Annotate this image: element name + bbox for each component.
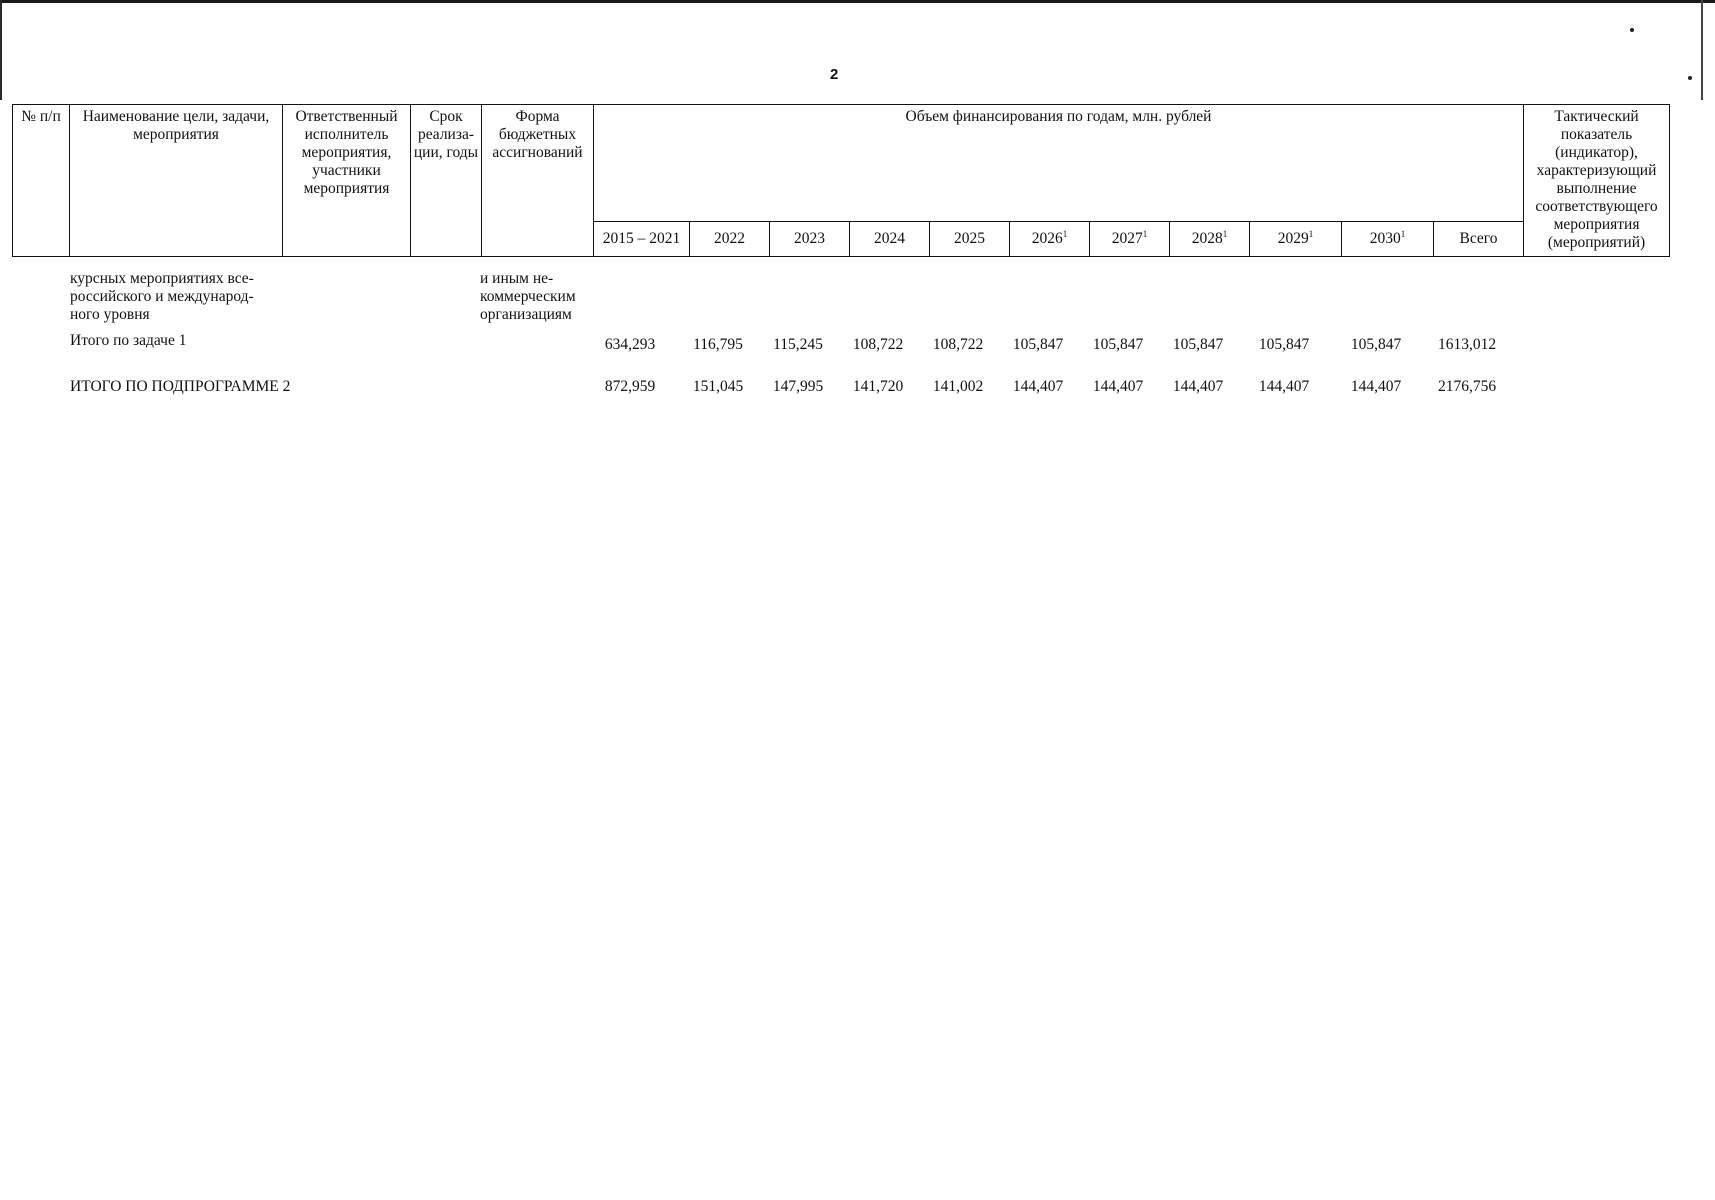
footnote-mark: 1 — [1222, 228, 1228, 239]
year-label: 2022 — [714, 230, 745, 247]
year-label: 2026 — [1031, 230, 1063, 247]
year-label: 2030 — [1369, 230, 1401, 247]
value-cell: 105,847 — [1172, 336, 1224, 353]
year-header-4 — [930, 222, 1010, 257]
value-cell: 872,959 — [604, 378, 656, 395]
col-header-executor: Ответственный исполнитель мероприятия, участники мероприятия — [283, 105, 411, 257]
continued-budget-form — [480, 270, 600, 324]
value-cell: 151,045 — [692, 378, 744, 395]
scan-edge-left — [0, 0, 2, 100]
year-header-6 — [1090, 222, 1170, 257]
value-cell: 634,293 — [604, 336, 656, 353]
continued-name-line: ного уровня — [70, 306, 150, 323]
value-cell: 115,245 — [773, 336, 823, 353]
col-header-financing: Объем финансирования по годам, млн. рублей — [594, 105, 1524, 222]
year-header-9 — [1342, 222, 1434, 257]
footnote-mark: 1 — [1400, 228, 1406, 239]
value-cell: 105,847 — [1012, 336, 1064, 353]
year-header-0 — [594, 222, 690, 257]
value-cell: 116,795 — [693, 336, 743, 353]
value-cell: 144,407 — [1172, 378, 1224, 395]
year-label: 2024 — [874, 230, 905, 247]
continued-name-line: курсных мероприятиях все- — [70, 270, 254, 287]
scan-speck — [1630, 28, 1634, 32]
table-row — [12, 332, 1669, 358]
table-row — [12, 378, 1669, 400]
page-number: 2 — [830, 66, 839, 83]
continued-activity-name — [70, 270, 290, 324]
financing-table-header — [12, 104, 1670, 257]
value-cell: 105,847 — [1258, 336, 1310, 353]
year-header-1 — [690, 222, 770, 257]
year-header-2 — [770, 222, 850, 257]
value-cell: 144,407 — [1350, 378, 1402, 395]
row-label: ИТОГО ПО ПОДПРОГРАММЕ 2 — [70, 378, 291, 395]
col-header-period: Срок реализа- ции, годы — [411, 105, 482, 257]
year-label: 2029 — [1277, 230, 1309, 247]
value-cell: 105,847 — [1092, 336, 1144, 353]
row-label: Итого по задаче 1 — [70, 332, 187, 349]
continued-form-line: организациям — [480, 306, 572, 323]
col-header-number: № п/п — [13, 105, 70, 257]
year-label: 2028 — [1191, 230, 1223, 247]
year-label: 2023 — [794, 230, 825, 247]
value-cell: 2176,756 — [1437, 378, 1497, 395]
value-cell: 108,722 — [932, 336, 984, 353]
year-header-7 — [1170, 222, 1250, 257]
col-header-name: Наименование цели, задачи, мероприятия — [70, 105, 283, 257]
footnote-mark: 1 — [1308, 228, 1314, 239]
value-cell: 144,407 — [1092, 378, 1144, 395]
year-header-10 — [1434, 222, 1524, 257]
continued-form-line: коммерческим — [480, 288, 576, 305]
year-header-8 — [1250, 222, 1342, 257]
scan-edge-right — [1701, 0, 1703, 100]
col-header-indicator: Тактический показатель (индикатор), характеризующий выполнение соответствующего мероприятия (мероприятий) — [1524, 105, 1670, 257]
continued-name-line: российского и международ- — [70, 288, 254, 305]
footnote-mark: 1 — [1062, 228, 1068, 239]
scan-edge-top — [0, 0, 1715, 3]
value-cell: 105,847 — [1350, 336, 1402, 353]
year-label: 2027 — [1111, 230, 1143, 247]
value-cell: 1613,012 — [1437, 336, 1497, 353]
year-label: Всего — [1459, 230, 1498, 247]
value-cell: 141,002 — [932, 378, 984, 395]
value-cell: 144,407 — [1258, 378, 1310, 395]
value-cell: 141,720 — [852, 378, 904, 395]
footnote-mark: 1 — [1142, 228, 1148, 239]
continued-form-line: и иным не- — [480, 270, 554, 287]
year-header-5 — [1010, 222, 1090, 257]
value-cell: 147,995 — [772, 378, 824, 395]
col-header-form: Форма бюджетных ассигнований — [482, 105, 594, 257]
value-cell: 144,407 — [1012, 378, 1064, 395]
value-cell: 108,722 — [852, 336, 904, 353]
year-label: 2015 – 2021 — [602, 230, 681, 247]
year-label: 2025 — [954, 230, 985, 247]
scan-speck — [1688, 76, 1692, 80]
year-header-3 — [850, 222, 930, 257]
